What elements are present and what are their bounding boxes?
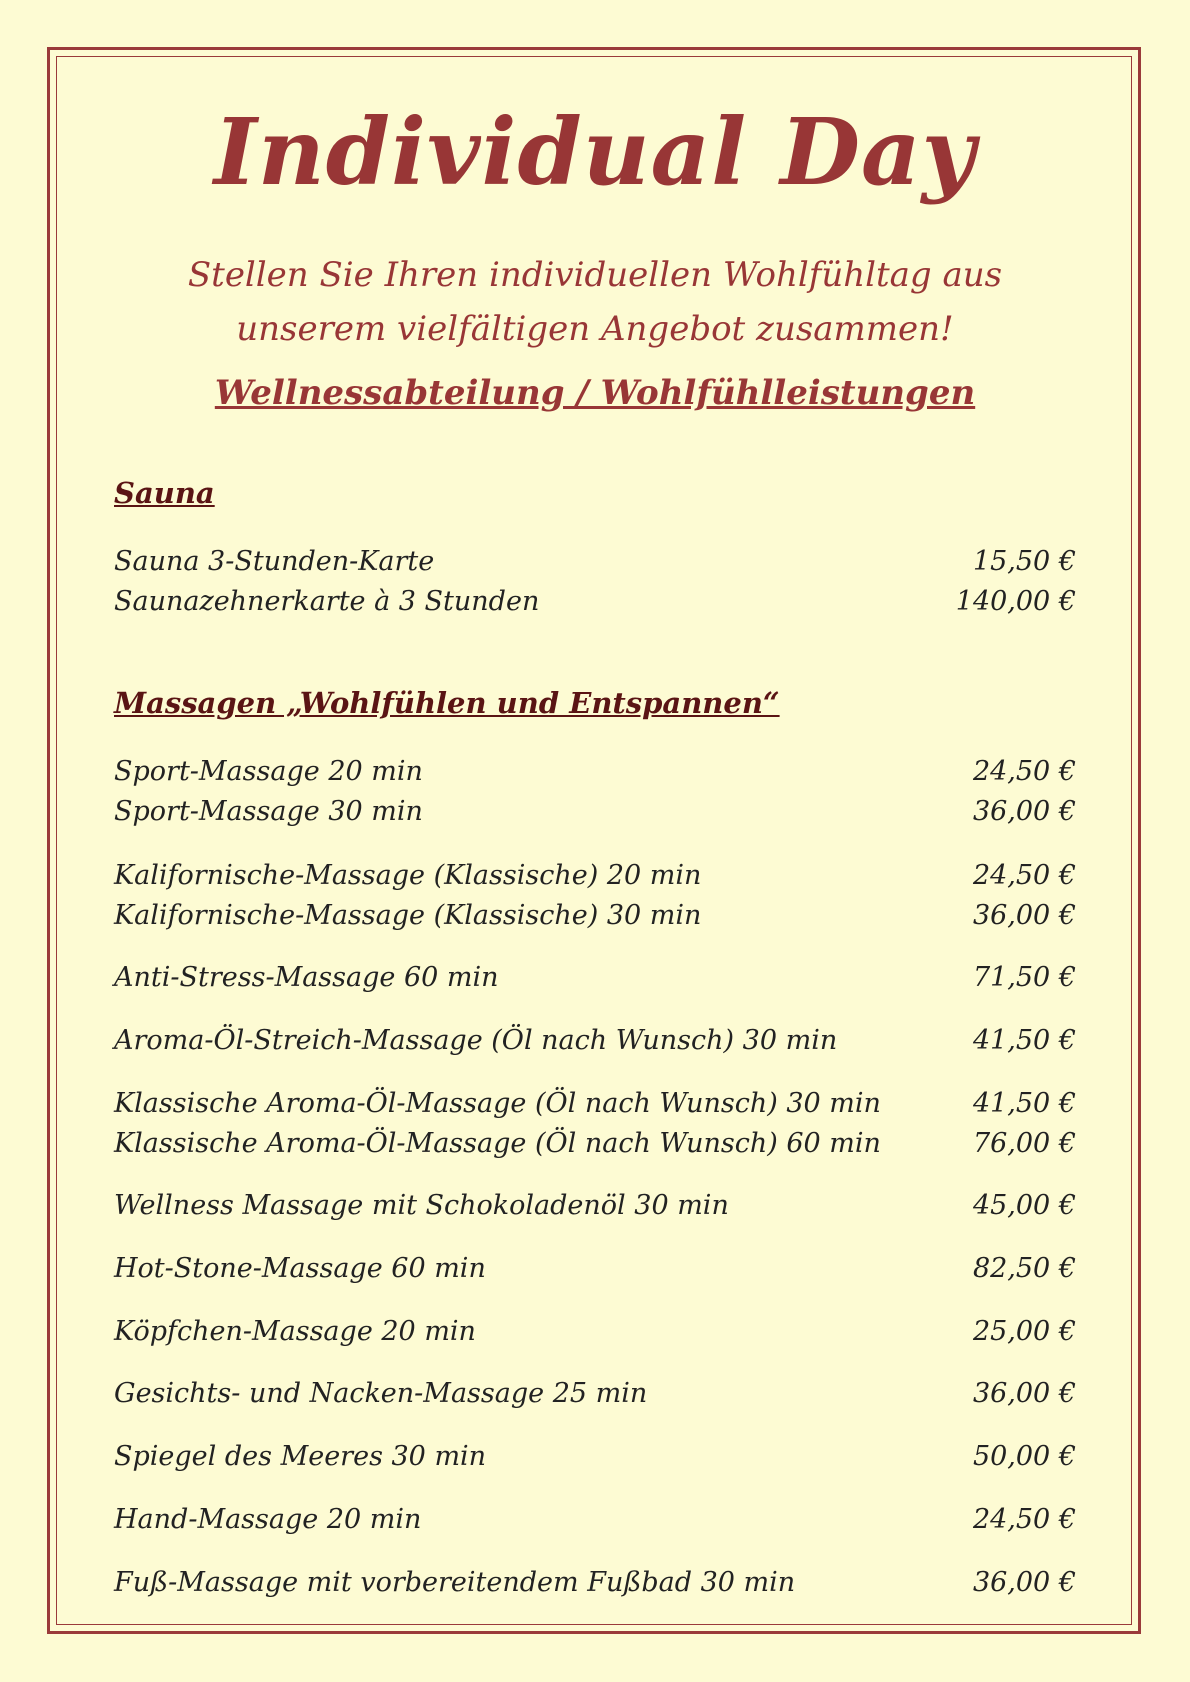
item-price: 140,00 € bbox=[955, 586, 1076, 617]
item-price: 36,00 € bbox=[972, 900, 1076, 931]
item-name: Aroma-Öl-Streich-Massage (Öl nach Wunsch) 30 min bbox=[114, 1025, 838, 1056]
item-name: Fuß-Massage mit vorbereitendem Fußbad 30 min bbox=[114, 1567, 796, 1598]
price-row bbox=[114, 1441, 1076, 1472]
item-price: 50,00 € bbox=[972, 1441, 1076, 1472]
item-price: 82,50 € bbox=[972, 1253, 1076, 1284]
price-row bbox=[114, 1190, 1076, 1221]
item-name: Sport-Massage 30 min bbox=[114, 796, 423, 827]
item-name: Kalifornische-Massage (Klassische) 20 min bbox=[114, 860, 702, 891]
price-row bbox=[114, 1128, 1076, 1159]
item-price: 24,50 € bbox=[972, 756, 1076, 787]
item-name: Sauna 3-Stunden-Karte bbox=[114, 546, 435, 577]
price-row bbox=[114, 860, 1076, 891]
item-name: Sport-Massage 20 min bbox=[114, 756, 423, 787]
item-name: Spiegel des Meeres 30 min bbox=[114, 1441, 487, 1472]
item-price: 24,50 € bbox=[972, 1504, 1076, 1535]
price-row bbox=[114, 900, 1076, 931]
item-name: Köpfchen-Massage 20 min bbox=[114, 1316, 476, 1347]
item-price: 25,00 € bbox=[972, 1316, 1076, 1347]
item-name: Kalifornische-Massage (Klassische) 30 min bbox=[114, 900, 702, 931]
price-row bbox=[114, 546, 1076, 577]
item-price: 24,50 € bbox=[972, 860, 1076, 891]
price-row bbox=[114, 586, 1076, 617]
price-row bbox=[114, 1378, 1076, 1409]
price-row bbox=[114, 962, 1076, 993]
item-price: 41,50 € bbox=[972, 1088, 1076, 1119]
price-row bbox=[114, 796, 1076, 827]
section-heading-sauna: Sauna bbox=[114, 476, 215, 510]
item-price: 36,00 € bbox=[972, 796, 1076, 827]
item-price: 76,00 € bbox=[972, 1128, 1076, 1159]
price-row bbox=[114, 1088, 1076, 1119]
item-name: Klassische Aroma-Öl-Massage (Öl nach Wunsch) 60 min bbox=[114, 1128, 881, 1159]
price-row bbox=[114, 1316, 1076, 1347]
item-price: 45,00 € bbox=[972, 1190, 1076, 1221]
price-row bbox=[114, 1567, 1076, 1598]
section-heading-massagen: Massagen „Wohlfühlen und Entspannen“ bbox=[114, 686, 780, 720]
item-name: Hot-Stone-Massage 60 min bbox=[114, 1253, 486, 1284]
subtitle: Stellen Sie Ihren individuellen Wohlfühltag aus unserem vielfältigen Angebot zusammen! bbox=[187, 255, 1003, 349]
item-name: Wellness Massage mit Schokoladenöl 30 min bbox=[114, 1190, 729, 1221]
item-price: 15,50 € bbox=[972, 546, 1076, 577]
item-price: 36,00 € bbox=[972, 1567, 1076, 1598]
item-price: 71,50 € bbox=[972, 962, 1076, 993]
page-title: Individual Day bbox=[213, 98, 977, 206]
item-name: Hand-Massage 20 min bbox=[114, 1504, 422, 1535]
item-price: 41,50 € bbox=[972, 1025, 1076, 1056]
item-name: Klassische Aroma-Öl-Massage (Öl nach Wunsch) 30 min bbox=[114, 1088, 881, 1119]
price-row bbox=[114, 1253, 1076, 1284]
item-name: Saunazehnerkarte à 3 Stunden bbox=[114, 586, 540, 617]
item-name: Gesichts- und Nacken-Massage 25 min bbox=[114, 1378, 648, 1409]
item-price: 36,00 € bbox=[972, 1378, 1076, 1409]
item-name: Anti-Stress-Massage 60 min bbox=[114, 962, 499, 993]
price-row bbox=[114, 1025, 1076, 1056]
department-heading: Wellnessabteilung / Wohlfühlleistungen bbox=[214, 373, 976, 413]
price-row bbox=[114, 1504, 1076, 1535]
price-row bbox=[114, 756, 1076, 787]
